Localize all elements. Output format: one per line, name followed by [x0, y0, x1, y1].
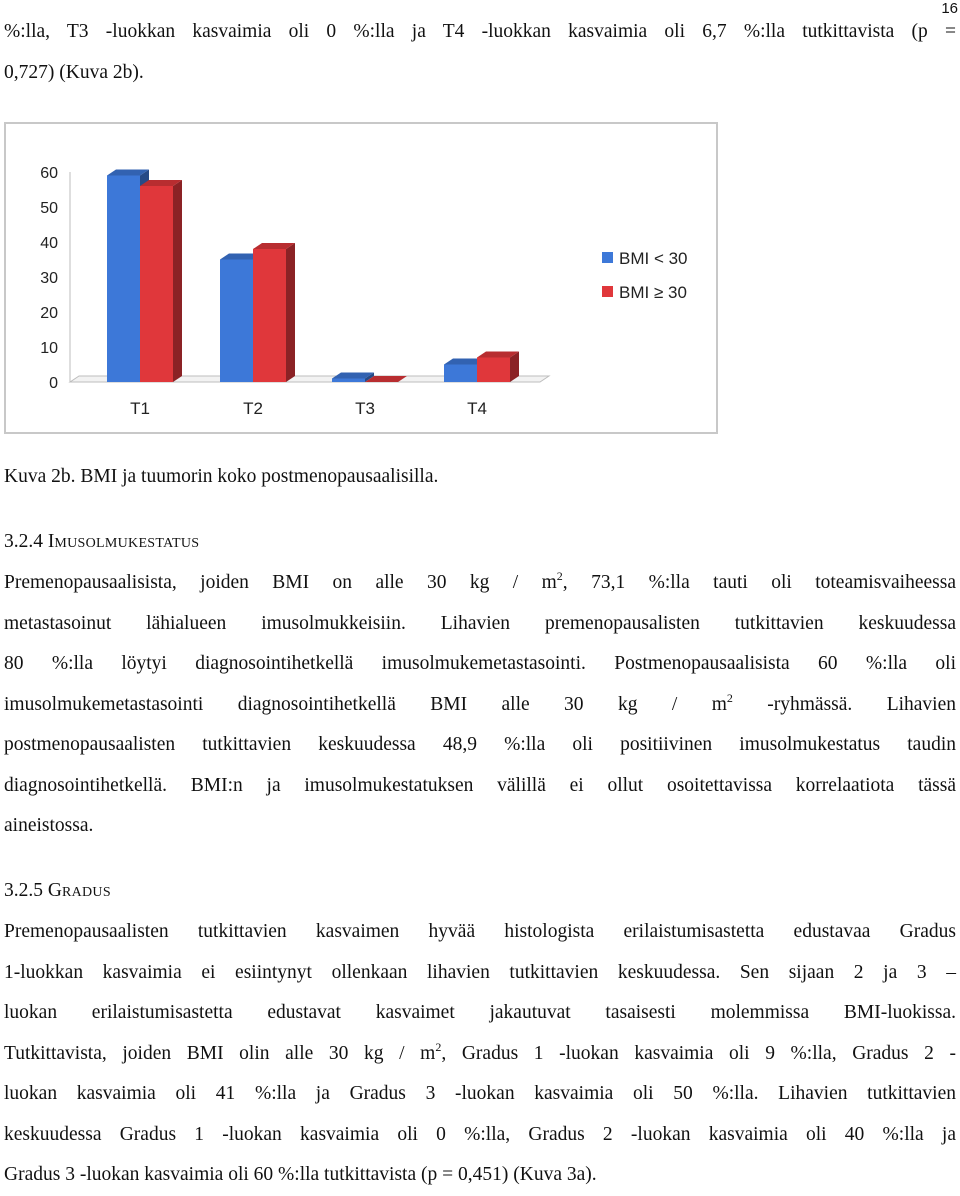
x-tick-label: T1 — [130, 399, 150, 418]
y-tick-label: 60 — [40, 165, 58, 182]
section-body-imusolmukestatus — [4, 563, 956, 847]
y-tick-label: 10 — [40, 340, 58, 357]
legend-swatch — [602, 286, 613, 297]
x-tick-label: T4 — [467, 399, 487, 418]
x-tick-label: T3 — [355, 399, 375, 418]
section-title-initial: G — [47, 880, 62, 901]
intro-paragraph — [4, 12, 956, 93]
superscript: 2 — [435, 1039, 442, 1054]
text-segment: -ryhmässä. Lihavien — [732, 693, 956, 715]
text-line: luokan erilaistumisastetta edustavat kasvaimet jakautuvat tasaisesti molemmissa BMI-luokissa. — [4, 1002, 956, 1023]
page-number: 16 — [941, 0, 958, 17]
text-segment: , Gradus 1 -luokan kasvaimia oli 9 %:lla, Gradus 2 - — [441, 1042, 957, 1064]
legend-swatch — [602, 252, 613, 263]
text-line: %:lla, T3 -luokkan kasvaimia oli 0 %:lla ja T4 -luokkan kasvaimia oli 6,7 %:lla tutkittavista (p = — [4, 21, 956, 42]
text-line: postmenopausaalisten tutkittavien keskuudessa 48,9 %:lla oli positiivinen imusolmukestatus taudin — [4, 734, 956, 755]
bar — [220, 260, 253, 383]
text-line: metastasoinut lähialueen imusolmukkeisiin. Lihavien premenopausalisten tutkittavien keskuudessa — [4, 612, 956, 634]
bar — [477, 358, 510, 383]
superscript: 2 — [556, 569, 563, 583]
bar — [140, 186, 173, 382]
section-body-gradus — [4, 912, 956, 1196]
text-line: aineistossa. — [4, 815, 94, 836]
text-line: Gradus 3 -luokan kasvaimia oli 60 %:lla tutkittavista (p = 0,451) (Kuva 3a). — [4, 1164, 597, 1185]
bar-side — [173, 180, 182, 382]
text-segment: imusolmukemetastasointi diagnosointihetkellä BMI alle 30 kg / m — [4, 693, 727, 715]
text-segment: , 73,1 %:lla tauti oli toteamisvaiheessa — [562, 572, 956, 593]
section-number: 3.2.4 — [4, 531, 48, 552]
text-line: 80 %:lla löytyi diagnosointihetkellä imusolmukemetastasointi. Postmenopausaalisista 60 %:lla oli — [4, 653, 956, 674]
text-line: diagnosointihetkellä. BMI:n ja imusolmukestatuksen välillä ei ollut osoitettavissa korrelaatiota tässä — [4, 774, 956, 796]
bar-chart — [4, 122, 718, 434]
text-line — [4, 563, 956, 604]
section-heading-gradus — [4, 880, 111, 902]
text-line: 0,727) (Kuva 2b). — [4, 61, 144, 83]
y-tick-label: 40 — [40, 235, 58, 252]
y-tick-label: 0 — [49, 375, 58, 392]
figure-caption: Kuva 2b. BMI ja tuumorin koko postmenopausaalisilla. — [4, 466, 439, 487]
section-title-rest: MUSOLMUKESTATUS — [54, 536, 200, 551]
legend-label: BMI < 30 — [619, 249, 688, 268]
text-line — [4, 1034, 956, 1075]
section-title-rest: RADUS — [61, 885, 111, 900]
section-number: 3.2.5 — [4, 880, 48, 901]
text-line: 1-luokkan kasvaimia ei esiintynyt ollenkaan lihavien tutkittavien keskuudessa. Sen sijaan 2 ja 3 – — [4, 961, 956, 983]
section-heading-imusolmukestatus — [4, 531, 199, 553]
x-tick-label: T2 — [243, 399, 263, 418]
text-line: luokan kasvaimia oli 41 %:lla ja Gradus 3 -luokan kasvaimia oli 50 %:lla. Lihavien tutkittavien — [4, 1083, 956, 1104]
bar-side — [286, 243, 295, 382]
bar — [444, 365, 477, 383]
bar — [107, 176, 140, 383]
text-line: keskuudessa Gradus 1 -luokan kasvaimia oli 0 %:lla, Gradus 2 -luokan kasvaimia oli 40 %:lla ja — [4, 1123, 956, 1145]
bar — [253, 249, 286, 382]
superscript: 2 — [726, 690, 733, 705]
section-title-initial: I — [47, 531, 55, 552]
text-line: Premenopausaalisten tutkittavien kasvaimen hyvää histologista erilaistumisastetta edustavaa Gradus — [4, 921, 956, 942]
y-tick-label: 20 — [40, 305, 58, 322]
text-segment: Premenopausaalisista, joiden BMI on alle 30 kg / m — [4, 572, 557, 593]
y-tick-label: 50 — [40, 200, 58, 217]
bar — [332, 379, 365, 383]
chart-canvas — [6, 124, 716, 432]
text-segment: Tutkittavista, joiden BMI olin alle 30 kg / m — [4, 1042, 436, 1064]
text-line — [4, 685, 956, 726]
y-tick-label: 30 — [40, 270, 58, 287]
legend-label: BMI ≥ 30 — [619, 283, 687, 302]
